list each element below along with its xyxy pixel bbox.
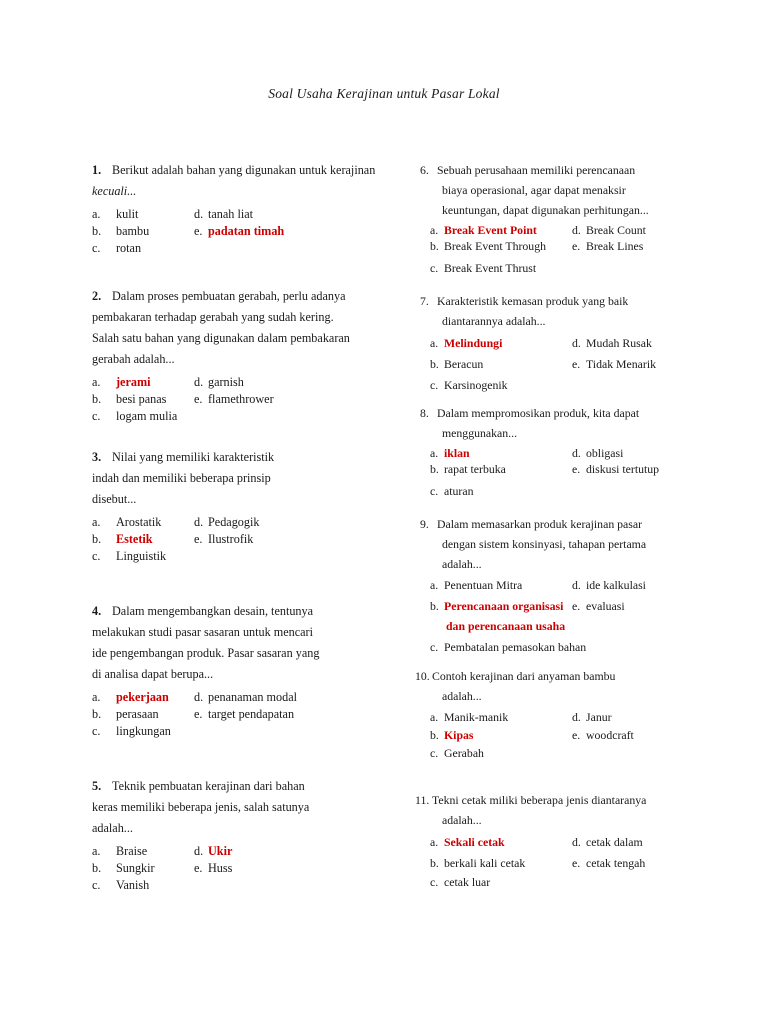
question-11-options [420, 832, 690, 890]
question-11-stem-text: Tekni cetak miliki beberapa jenis diantaranya [432, 793, 647, 807]
option-text-c[interactable]: Break Event Thrust [444, 261, 537, 275]
question-2-stem-line-4: gerabah adalah... [92, 352, 175, 366]
option-label-c: c. [430, 484, 439, 498]
question-10 [415, 666, 690, 762]
option-text-a[interactable]: Melindungi [444, 336, 503, 350]
option-text-c[interactable]: lingkungan [116, 724, 171, 738]
option-label-d: d. [194, 375, 204, 389]
question-3 [92, 447, 404, 565]
option-row [420, 482, 690, 500]
option-row [92, 514, 404, 531]
option-text-c[interactable]: Vanish [116, 878, 150, 892]
option-label-b: b. [92, 861, 102, 875]
option-text-d[interactable]: tanah liat [208, 207, 254, 221]
option-label-b: b. [92, 532, 102, 546]
question-9 [420, 514, 690, 658]
option-text-d[interactable]: Pedagogik [208, 515, 260, 529]
option-text-b[interactable]: Break Event Through [444, 239, 546, 253]
question-6-options [420, 222, 690, 277]
option-label-a: a. [430, 336, 439, 350]
question-4-options [92, 689, 404, 740]
option-text-a[interactable]: Break Event Point [444, 223, 537, 237]
option-row [420, 832, 690, 853]
option-label-b: b. [430, 239, 439, 253]
option-text-b[interactable]: bambu [116, 224, 150, 238]
option-row [92, 408, 404, 425]
option-label-a: a. [430, 223, 439, 237]
option-label-b: b. [92, 392, 102, 406]
option-label-e: e. [572, 462, 581, 476]
question-2-stem-line-1 [92, 286, 404, 307]
option-text-c[interactable]: Linguistik [116, 549, 167, 563]
option-label-d: d. [572, 446, 581, 460]
question-4-stem-line-1 [92, 601, 404, 622]
question-1-stem-italic: kecuali... [92, 184, 137, 198]
option-row [420, 726, 690, 744]
option-label-b: b. [430, 599, 439, 613]
option-label-d: d. [572, 223, 581, 237]
question-6-stem-line-2: biaya operasional, agar dapat menaksir [442, 183, 626, 197]
question-7-options [420, 333, 690, 395]
question-2-stem-line-3: Salah satu bahan yang digunakan dalam pembakaran [92, 331, 350, 345]
question-4 [92, 601, 404, 740]
question-9-stem-text: Dalam memasarkan produk kerajinan pasar [437, 517, 643, 531]
question-5-number: 5. [92, 779, 102, 793]
option-label-e: e. [572, 599, 581, 613]
question-4-stem-line-4: di analisa dapat berupa... [92, 667, 214, 681]
option-text-b[interactable]: Estetik [116, 532, 153, 546]
option-text-e[interactable]: Tidak Menarik [586, 357, 657, 371]
left-question-column [92, 160, 404, 910]
option-label-d: d. [194, 515, 204, 529]
option-label-b: b. [92, 707, 102, 721]
question-1-stem-text: Berikut adalah bahan yang digunakan untuk kerajinan [112, 163, 376, 177]
question-6-number: 6. [420, 163, 429, 177]
option-row [420, 576, 690, 595]
option-row [420, 461, 690, 477]
question-2 [92, 286, 404, 425]
option-text-c[interactable]: rotan [116, 241, 142, 255]
option-label-a: a. [430, 835, 439, 849]
option-text-d[interactable]: obligasi [586, 446, 624, 460]
question-2-number: 2. [92, 289, 102, 303]
question-8-number: 8. [420, 406, 429, 420]
option-label-b: b. [92, 224, 102, 238]
option-row [420, 744, 690, 762]
option-row [92, 531, 404, 548]
option-label-d: d. [572, 578, 581, 592]
option-label-e: e. [194, 392, 203, 406]
option-row [92, 548, 404, 565]
option-label-c: c. [92, 549, 101, 563]
question-7 [420, 291, 690, 395]
option-text-b[interactable]: besi panas [116, 392, 167, 406]
option-row [92, 391, 404, 408]
option-row [420, 445, 690, 461]
question-11-number: 11. [415, 793, 430, 807]
question-11 [415, 790, 690, 890]
option-row [420, 354, 690, 375]
option-label-c: c. [430, 746, 439, 760]
question-11-stem-line-2: adalah... [442, 813, 482, 827]
spacer [92, 273, 404, 286]
question-6-stem-text: Sebuah perusahaan memiliki perencanaan [437, 163, 636, 177]
option-row [92, 723, 404, 740]
option-text-e[interactable]: target pendapatan [208, 707, 295, 721]
option-label-e: e. [194, 224, 203, 238]
question-8-stem-line-2: menggunakan... [442, 426, 518, 440]
question-3-stem-line-1 [92, 447, 404, 468]
option-row [92, 843, 404, 860]
option-text-c[interactable]: cetak luar [444, 875, 491, 889]
option-label-b: b. [430, 462, 439, 476]
question-6-stem-line-3: keuntungan, dapat digunakan perhitungan... [442, 203, 649, 217]
question-10-stem-text: Contoh kerajinan dari anyaman bambu [432, 669, 616, 683]
option-text-a[interactable]: iklan [444, 446, 470, 460]
page-title: Soal Usaha Kerajinan untuk Pasar Lokal [268, 86, 500, 101]
option-text-d[interactable]: penanaman modal [208, 690, 298, 704]
option-text-c[interactable]: logam mulia [116, 409, 178, 423]
question-4-number: 4. [92, 604, 102, 618]
question-3-number: 3. [92, 450, 102, 464]
option-row [92, 240, 404, 257]
question-9-number: 9. [420, 517, 429, 531]
option-text-e[interactable]: padatan timah [208, 224, 285, 238]
question-7-stem-text: Karakteristik kemasan produk yang baik [437, 294, 629, 308]
question-10-stem-line-2: adalah... [442, 689, 482, 703]
option-label-c: c. [92, 241, 101, 255]
option-label-a: a. [92, 375, 101, 389]
question-2-stem-text: Dalam proses pembuatan gerabah, perlu adanya [112, 289, 346, 303]
question-8-stem-line-1 [420, 403, 690, 423]
option-label-e: e. [194, 707, 203, 721]
option-text-a[interactable]: kulit [116, 207, 139, 221]
option-text-c[interactable]: Pembatalan pemasokan bahan [444, 640, 587, 654]
spacer [92, 581, 404, 601]
option-text-a[interactable]: pekerjaan [116, 690, 169, 704]
question-1 [92, 160, 404, 257]
option-text-d[interactable]: Janur [586, 710, 612, 724]
option-label-a: a. [430, 578, 439, 592]
option-text-b[interactable]: berkali kali cetak [444, 856, 526, 870]
question-9-stem-line-3: adalah... [442, 557, 482, 571]
option-text-e[interactable]: cetak tengah [586, 856, 646, 870]
right-question-column [415, 160, 690, 898]
option-label-b: b. [430, 357, 439, 371]
option-text-b[interactable]: rapat terbuka [444, 462, 506, 476]
option-label-e: e. [194, 861, 203, 875]
option-text-d[interactable]: garnish [208, 375, 244, 389]
question-10-number: 10. [415, 669, 430, 683]
question-1-stem-line-1 [92, 160, 404, 181]
option-text-a[interactable]: Penentuan Mitra [444, 578, 523, 592]
question-7-stem-line-1 [420, 291, 690, 311]
option-text-b[interactable]: Sungkir [116, 861, 155, 875]
option-text-e[interactable]: Huss [208, 861, 233, 875]
option-text-e[interactable]: diskusi tertutup [586, 462, 660, 476]
question-4-stem-text: Dalam mengembangkan desain, tentunya [112, 604, 314, 618]
question-6-stem-line-1 [420, 160, 690, 180]
question-5-stem-line-3: adalah... [92, 821, 133, 835]
option-row [420, 259, 690, 277]
question-11-stem-line-1 [415, 790, 690, 810]
option-text-d[interactable]: cetak dalam [586, 835, 643, 849]
option-label-a: a. [92, 207, 101, 221]
option-row [420, 636, 690, 658]
option-label-b: b. [430, 728, 439, 742]
question-8-options [420, 445, 690, 500]
option-row [420, 874, 690, 890]
option-text-a[interactable]: Manik-manik [444, 710, 509, 724]
question-4-stem-line-2: melakukan studi pasar sasaran untuk mencari [92, 625, 313, 639]
option-text-e[interactable]: Ilustrofik [208, 532, 254, 546]
option-text-d[interactable]: ide kalkulasi [586, 578, 646, 592]
option-text-b[interactable]: perasaan [116, 707, 159, 721]
option-row [92, 374, 404, 391]
question-5-stem-text: Teknik pembuatan kerajinan dari bahan [112, 779, 305, 793]
option-label-c: c. [430, 261, 439, 275]
option-label-d: d. [572, 710, 581, 724]
option-text-b[interactable]: Beracun [444, 357, 484, 371]
question-1-number: 1. [92, 163, 102, 177]
option-text-e[interactable]: evaluasi [586, 599, 625, 613]
option-row [420, 853, 690, 874]
option-row [420, 333, 690, 354]
option-label-d: d. [572, 835, 581, 849]
option-text-c[interactable]: Gerabah [444, 746, 484, 760]
option-label-e: e. [194, 532, 203, 546]
option-label-c: c. [92, 409, 101, 423]
option-text-b-continued[interactable]: dan perencanaan usaha [446, 619, 566, 633]
option-label-e: e. [572, 239, 581, 253]
question-3-options [92, 514, 404, 565]
option-label-c: c. [92, 724, 101, 738]
spacer [420, 770, 690, 790]
option-text-d[interactable]: Break Count [586, 223, 646, 237]
option-text-e[interactable]: woodcraft [586, 728, 634, 742]
question-1-options [92, 206, 404, 257]
option-row [92, 877, 404, 894]
question-2-stem-line-2: pembakaran terhadap gerabah yang sudah kering. [92, 310, 334, 324]
question-6 [420, 160, 690, 277]
question-4-stem-line-3: ide pengembangan produk. Pasar sasaran yang [92, 646, 320, 660]
option-label-c: c. [92, 878, 101, 892]
question-7-number: 7. [420, 294, 429, 308]
option-row [92, 206, 404, 223]
option-text-c[interactable]: Karsinogenik [444, 378, 508, 392]
option-label-d: d. [572, 336, 581, 350]
option-row [420, 595, 690, 617]
option-label-e: e. [572, 856, 581, 870]
question-9-options [420, 576, 690, 658]
option-text-e[interactable]: flamethrower [208, 392, 274, 406]
option-row [420, 375, 690, 395]
option-label-a: a. [430, 710, 439, 724]
option-label-a: a. [92, 515, 101, 529]
option-label-e: e. [572, 357, 581, 371]
option-label-a: a. [92, 690, 101, 704]
option-row [420, 222, 690, 238]
option-row [92, 860, 404, 877]
question-9-stem-line-1 [420, 514, 690, 534]
option-text-e[interactable]: Break Lines [586, 239, 644, 253]
question-2-options [92, 374, 404, 425]
option-label-a: a. [430, 446, 439, 460]
option-row [92, 689, 404, 706]
option-text-c[interactable]: aturan [444, 484, 474, 498]
option-label-d: d. [194, 844, 204, 858]
question-10-stem-line-1 [415, 666, 690, 686]
option-label-c: c. [430, 875, 439, 889]
option-row [420, 238, 690, 254]
option-text-d[interactable]: Mudah Rusak [586, 336, 652, 350]
option-text-a[interactable]: Braise [116, 844, 148, 858]
option-label-b: b. [430, 856, 439, 870]
option-text-a[interactable]: jerami [116, 375, 151, 389]
option-text-a[interactable]: Arostatik [116, 515, 162, 529]
option-text-b[interactable]: Perencanaan organisasi [444, 599, 564, 613]
option-text-d[interactable]: Ukir [208, 844, 233, 858]
question-8 [420, 403, 690, 500]
spacer [92, 756, 404, 776]
question-5-stem-line-1 [92, 776, 404, 797]
option-label-d: d. [194, 207, 204, 221]
question-3-stem-line-3: disebut... [92, 492, 137, 506]
option-row [92, 223, 404, 240]
question-3-stem-line-2: indah dan memiliki beberapa prinsip [92, 471, 271, 485]
question-8-stem-text: Dalam mempromosikan produk, kita dapat [437, 406, 640, 420]
question-5-stem-line-2: keras memiliki beberapa jenis, salah satunya [92, 800, 310, 814]
question-5-options [92, 843, 404, 894]
option-row [92, 706, 404, 723]
option-label-d: d. [194, 690, 204, 704]
question-9-stem-line-2: dengan sistem konsinyasi, tahapan pertama [442, 537, 647, 551]
option-label-c: c. [430, 640, 439, 654]
option-label-e: e. [572, 728, 581, 742]
option-text-a[interactable]: Sekali cetak [444, 835, 505, 849]
option-label-a: a. [92, 844, 101, 858]
question-10-options [420, 708, 690, 762]
option-label-c: c. [430, 378, 439, 392]
question-3-stem-text: Nilai yang memiliki karakteristik [112, 450, 275, 464]
option-row [420, 708, 690, 726]
question-7-stem-line-2: diantarannya adalah... [442, 314, 546, 328]
option-text-b[interactable]: Kipas [444, 728, 474, 742]
question-5 [92, 776, 404, 894]
